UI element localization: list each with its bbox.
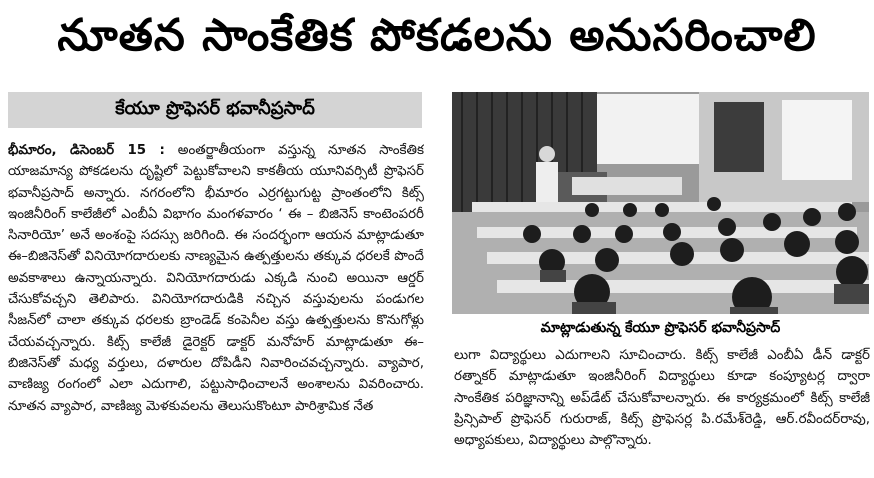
article-body-right: లుగా విద్యార్థులు ఎదుగాలని సూచించారు. కిట్స్ కాలేజీ ఎంబీఏ డీన్ డాక్టర్ రత్నాకర్ మాట్లాడుతూ ఇంజినీరింగ్ విద్యార్థులు కూడా కంప్యూటర్ల ద్వారా సాంకేతిక పరిజ్ఞానాన్ని అప్‌డేట్ చేసుకోవాలన్నారు. ఈ కార్యక్రమంలో కిట్స్ కాలేజీ ప్రిన్సిపాల్ ప్రొఫెసర్ గురురాజ్, కిట్స్ ప్రొఫెసర్ల పి.రమేశ్‌రెడ్డి, ఆర్.రవీందర్‌రావు, అధ్యాపకులు, విద్యార్థులు పాల్గొన్నారు. [454,348,870,449]
dateline: భీమారం, డిసెంబర్ 15 : [8,143,165,158]
article-column-right [454,345,870,475]
byline: కేయూ ప్రొఫెసర్ భవానీప్రసాద్ [8,92,422,128]
classroom-photo-illustration [452,92,869,314]
article-column-left [8,140,424,475]
photo-caption: మాట్లాడుతున్న కేయూ ప్రొఫెసర్ భవానీప్రసాద్ [540,319,781,336]
headline: నూతన సాంకేతిక పోకడలను అనుసరించాలి [57,10,817,61]
article-body-left: అంతర్జాతీయంగా వస్తున్న నూతన సాంకేతిక యాజమాన్య పోకడలను దృష్టిలో పెట్టుకోవాలని కాకతీయ యూనివర్సిటీ ప్రొఫెసర్ భవానీప్రసాద్ అన్నారు. నగరంలోని భీమారం ఎర్రగట్టుగుట్ట ప్రాంతంలోని కిట్స్ ఇంజినీరింగ్ కాలేజీలో ఎంబీఏ విభాగం మంగళవారం ‘ ఈ – బిజినెస్ కాంటెంపరరీ సినారియో’ అనే అంశంపై సదస్సు జరిగింది. ఈ సందర్భంగా ఆయన మాట్లాడుతూ ఈ–బిజినెస్‌తో వినియోగదారులకు నాణ్యమైన ఉత్పత్తులను తక్కువ ధరలకే పొందే అవకాశాలు ఉన్నాయన్నారు. వినియోగదారుడు ఎక్కడి నుంచి అయినా ఆర్డర్ చేసుకోవచ్చని తెలిపారు. వినియోగదారుడికి నచ్చిన వస్తువులను పండుగల సీజన్‌లో చాలా తక్కువ ధరలకు బ్రాండెడ్ కంపెనీల వస్తు ఉత్పత్తులను కొనుగోళ్లు చేయవచ్చన్నారు. కిట్స్ కాలేజీ డైరెక్టర్ డాక్టర్ మనోహర్ మాట్లాడుతూ ఈ– బిజినెస్‌తో మధ్య వర్తులు, దళారుల దోపిడీని నివారించవచ్చన్నారు. వ్యాపార, వాణిజ్య రంగంలో ఎలా ఎదుగాలి, పట్టుసాధించాలనే అంశాలను వివరించారు. నూతన వ్యాపార, వాణిజ్య మెళకువలను తెలుసుకొంటూ పారిశ్రామిక నేత [8,143,424,414]
news-photo [452,92,869,314]
